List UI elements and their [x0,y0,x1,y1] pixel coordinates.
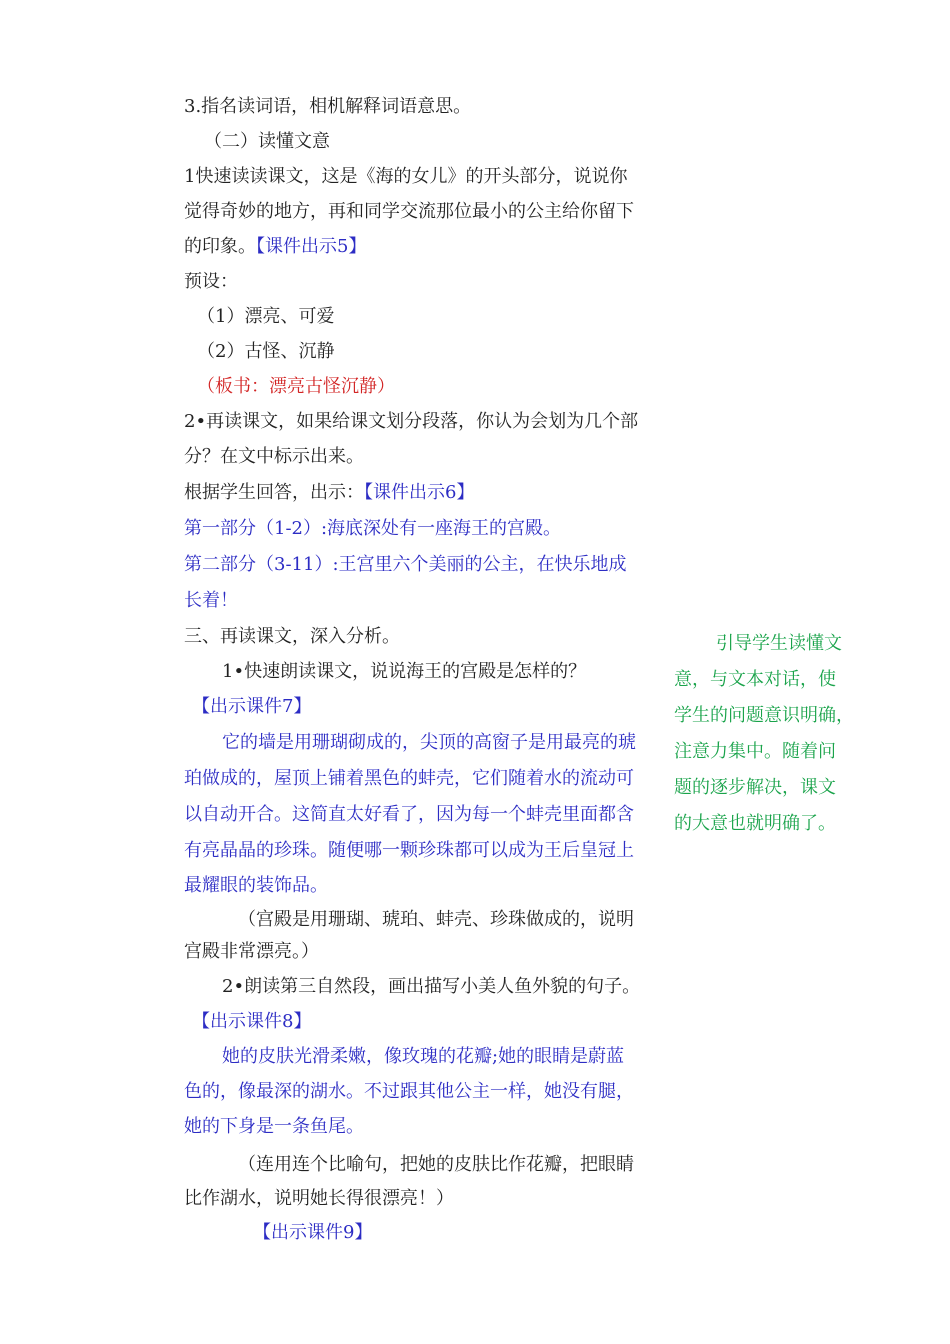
side-note-line: 引导学生读懂文 [716,633,842,654]
blackboard-note: （板书：漂亮古怪沉静） [197,376,395,397]
text-line: 2•再读课文，如果给课文划分段落，你认为会划为几个部 [184,411,639,432]
text-line: （连用连个比喻句，把她的皮肤比作花瓣，把眼睛 [238,1154,634,1175]
text-line: 觉得奇妙的地方，再和同学交流那位最小的公主给你留下 [184,201,634,222]
text-span: 的印象。 [184,236,256,257]
text-line: 最耀眼的装饰品。 [184,875,328,896]
courseware-label: 【出示课件7】 [192,696,312,717]
text-line: 长着！ [184,590,238,611]
text-line: 色的，像最深的湖水。不过跟其他公主一样，她没有腿， [184,1081,634,1102]
text-span: 根据学生回答，出示： [184,482,364,503]
text-line: （1）漂亮、可爱 [197,306,335,327]
courseware-label: 【课件出示6】 [364,482,475,503]
text-line: 她的皮肤光滑柔嫩，像玫瑰的花瓣;她的眼睛是蔚蓝 [222,1046,625,1067]
text-line: 有亮晶晶的珍珠。随便哪一颗珍珠都可以成为王后皇冠上 [184,840,634,861]
text-line: 第二部分（3-11）:王宫里六个美丽的公主，在快乐地成 [184,554,627,575]
courseware-label: 【课件出示5】 [256,236,367,257]
text-line: 1快速读读课文，这是《海的女儿》的开头部分，说说你 [184,166,628,187]
text-line: 比作湖水，说明她长得很漂亮！） [184,1188,454,1209]
section-heading: 三、再读课文，深入分析。 [184,626,400,647]
text-line: 2•朗读第三自然段，画出描写小美人鱼外貌的句子。 [222,976,641,997]
text-line: 第一部分（1-2）:海底深处有一座海王的宫殿。 [184,518,562,539]
side-note-line: 意，与文本对话，使 [674,669,836,690]
courseware-label: 【出示课件8】 [192,1011,312,1032]
text-line [184,235,366,259]
side-note-line: 题的逐步解决，课文 [674,777,836,798]
text-line: （宫殿是用珊瑚、琥珀、蚌壳、珍珠做成的，说明 [238,909,634,930]
text-line: 她的下身是一条鱼尾。 [184,1116,364,1137]
section-heading: （二）读懂文意 [204,131,330,152]
side-note-line: 注意力集中。随着问 [674,741,836,762]
text-line: 珀做成的，屋顶上铺着黑色的蚌壳，它们随着水的流动可 [184,768,634,789]
text-line: 它的墙是用珊瑚砌成的，尖顶的高窗子是用最亮的琥 [222,732,636,753]
text-line: 1•快速朗读课文，说说海王的宫殿是怎样的？ [222,661,587,682]
text-line: 分？在文中标示出来。 [184,446,364,467]
text-line: 3.指名读词语，相机解释词语意思。 [184,96,472,117]
side-note-line: 的大意也就明确了。 [674,813,836,834]
courseware-label: 【出示课件9】 [253,1222,373,1243]
text-line: （2）古怪、沉静 [197,341,335,362]
text-line [184,481,474,505]
side-note-line: 学生的问题意识明确， [674,705,854,726]
text-line: 以自动开合。这简直太好看了，因为每一个蚌壳里面都含 [184,804,634,825]
text-line: 宫殿非常漂亮。） [184,941,319,962]
text-line: 预设： [184,271,238,292]
